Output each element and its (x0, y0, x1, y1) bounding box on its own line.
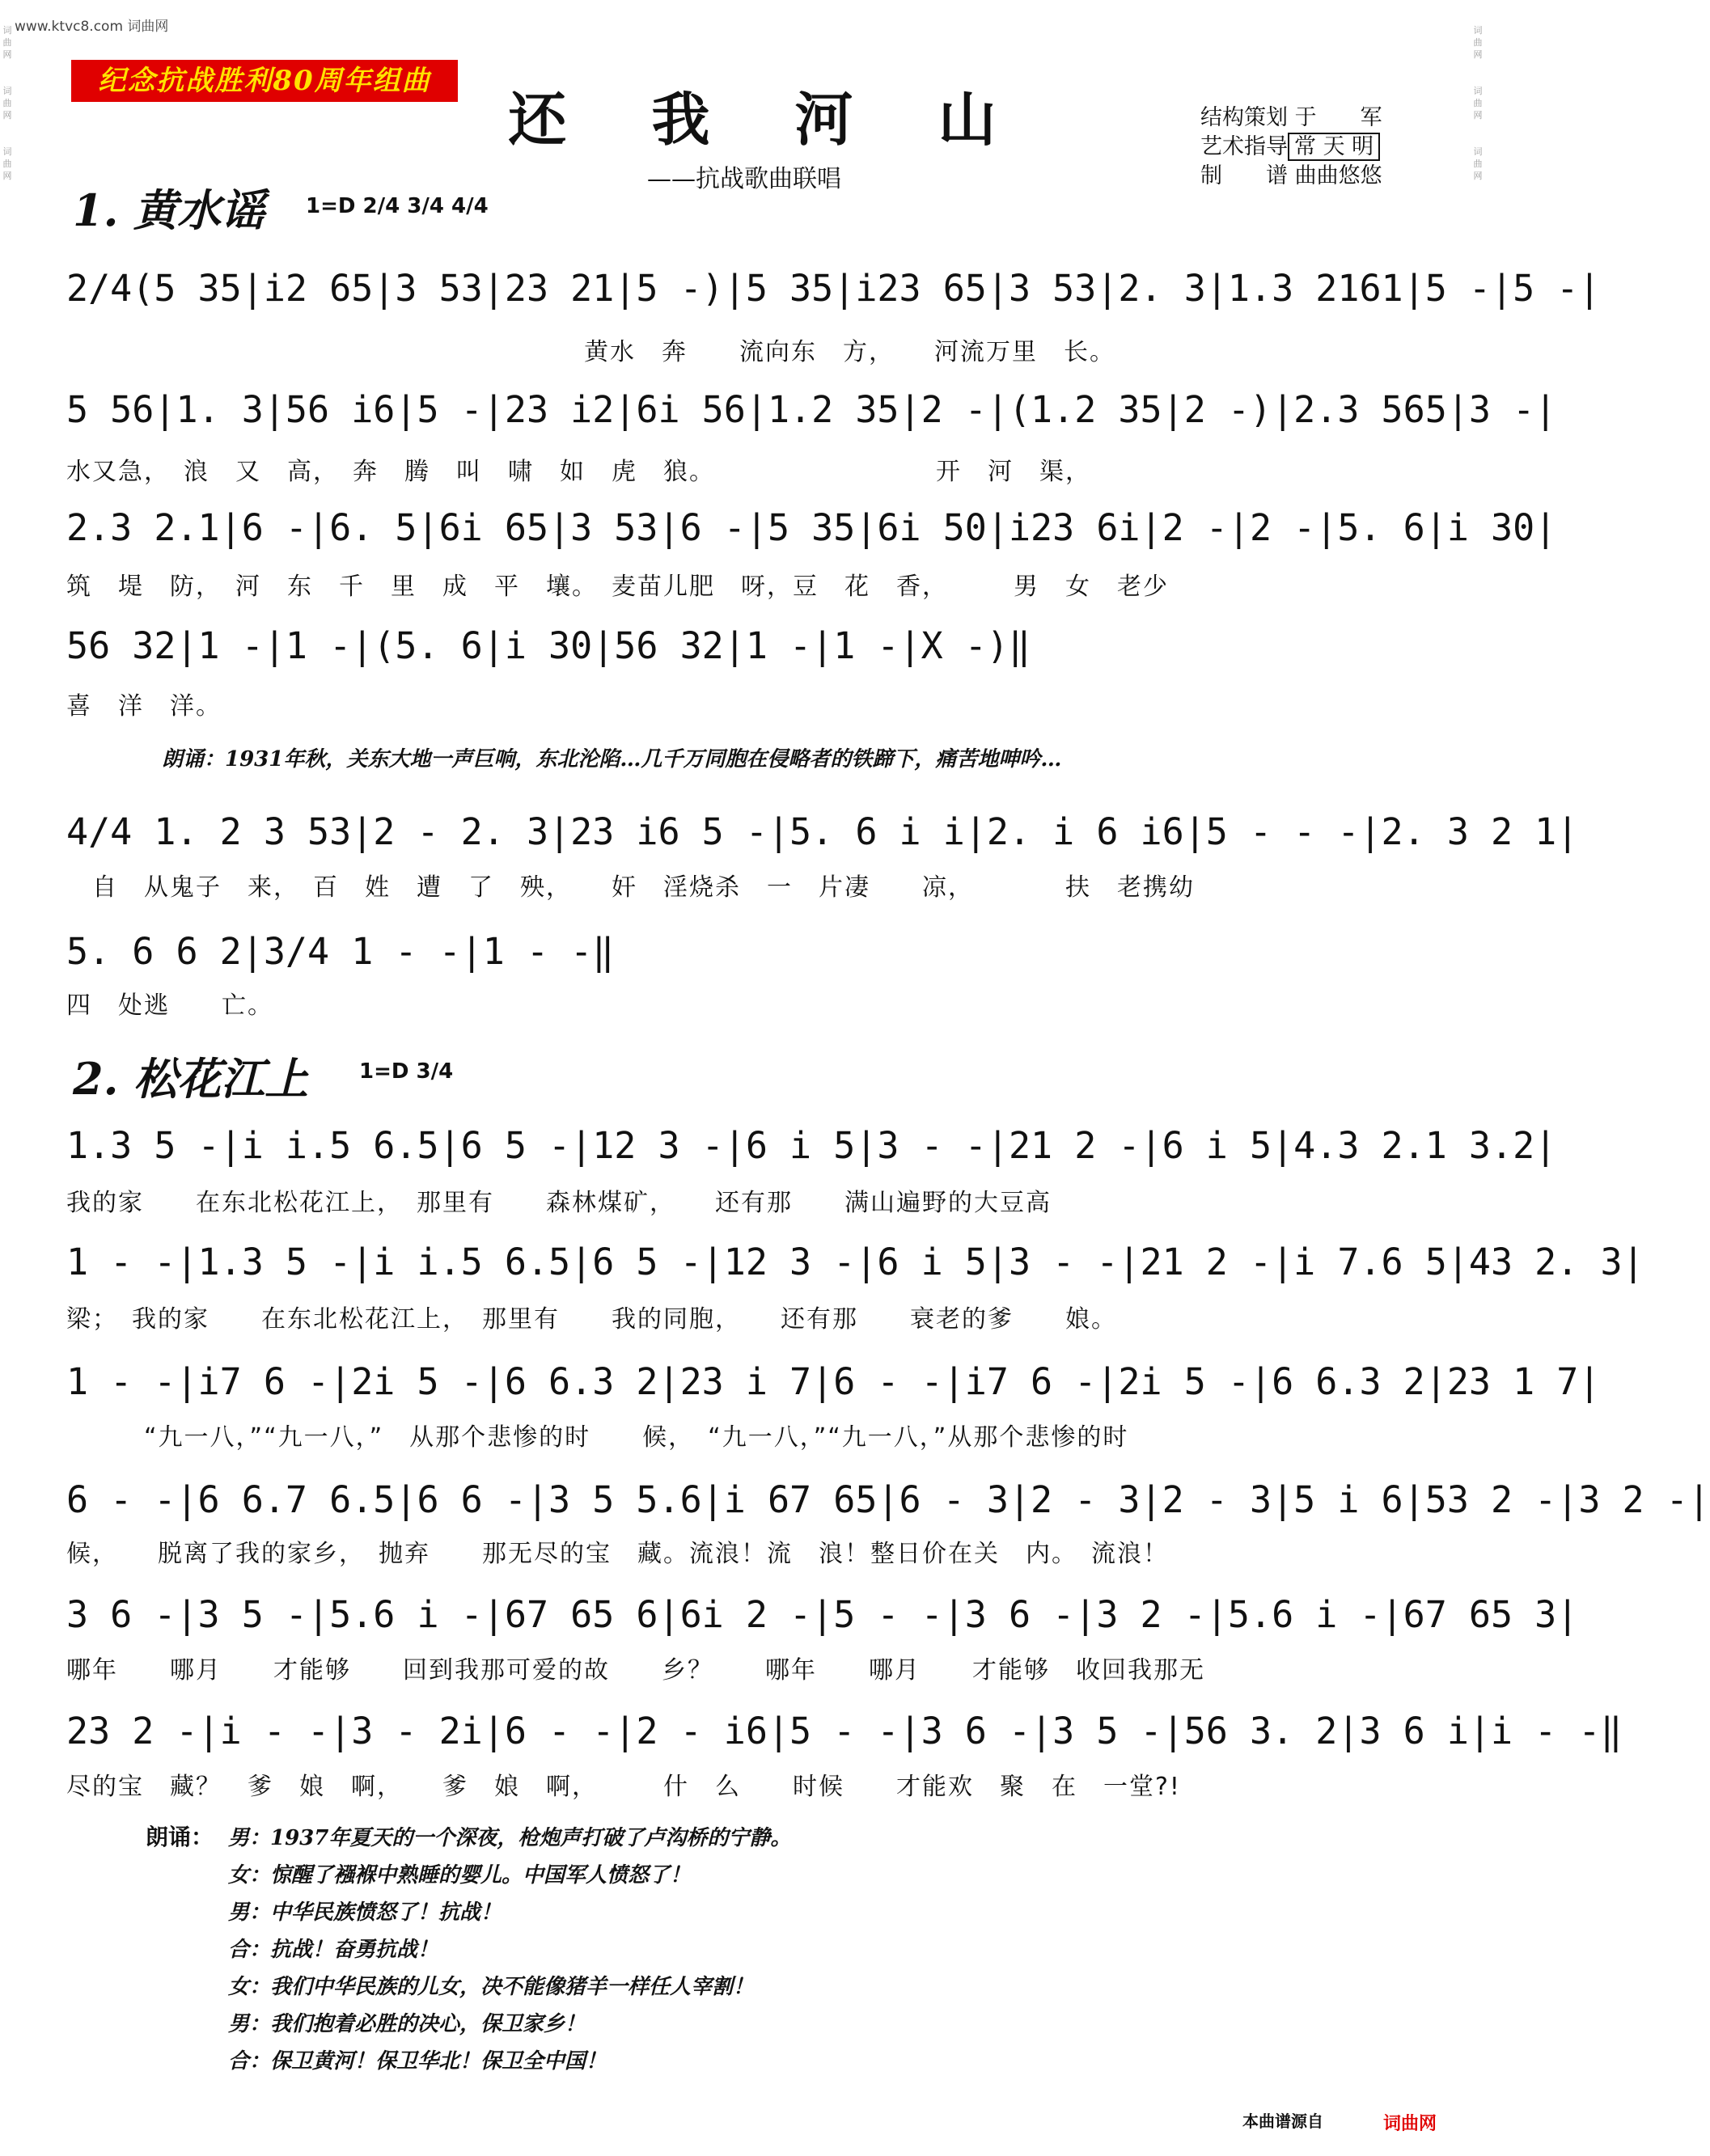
song-2-recital-line: 女：惊醒了襁褓中熟睡的婴儿。中国军人愤怒了！ (228, 1863, 692, 1888)
page-title: 还 我 河 山 (508, 85, 1029, 154)
credit-row: 制 谱 曲曲悠悠 (1200, 163, 1382, 188)
side-watermark-left: 词 曲 网 词 曲 网 词 曲 网 (2, 25, 12, 181)
song-2-recital-line: 男：中华民族愤怒了！抗战！ (228, 1900, 502, 1925)
credits (1200, 104, 1382, 191)
song-2-recital-label: 朗诵： (146, 1824, 214, 1850)
song-1-lyric-line: 四 处逃 亡。 (66, 991, 273, 1020)
song-1-notation-line: 56 32|1 -|1 -|(5. 6|i 30|56 32|1 -|1 -|X -)‖ (66, 624, 1031, 667)
song-2-notation-line: 1.3 5 -|i i.5 6.5|6 5 -|12 3 -|6 i 5|3 - -|21 2 -|6 i 5|4.3 2.1 3.2| (66, 1124, 1557, 1167)
song-2-recital-line: 男：1937年夏天的一个深夜，枪炮声打破了卢沟桥的宁静。 (228, 1826, 792, 1850)
credit-row: 结构策划 于 军 (1200, 105, 1382, 130)
song-1-notation-line: 2.3 2.1|6 -|6. 5|6i 65|3 53|6 -|5 35|6i 50|i23 6i|2 -|2 -|5. 6|i 30| (66, 506, 1557, 549)
song-2-key: 1=D 3/4 (359, 1059, 454, 1084)
song-2-heading: 2. 松花江上 (73, 1053, 309, 1105)
side-watermark-right: 词 曲 网 词 曲 网 词 曲 网 (1473, 25, 1483, 181)
song-2-notation-line: 6 - -|6 6.7 6.5|6 6 -|3 5 5.6|i 67 65|6 - 3|2 - 3|2 - 3|5 i 6|53 2 -|3 2 -| (66, 1478, 1710, 1521)
song-2-lyric-line: 梁； 我的家 在东北松花江上， 那里有 我的同胞， 还有那 衰老的爹 娘。 (66, 1305, 1117, 1334)
footer-source-text: 本曲谱源自 (1242, 2112, 1323, 2131)
song-2-recital-line: 男：我们抱着必胜的决心，保卫家乡！ (228, 2012, 586, 2036)
song-1-recital: 朗诵：1931年秋，关东大地一声巨响，东北沦陷…几千万同胞在侵略者的铁蹄下，痛苦地呻吟… (162, 747, 1062, 772)
song-2-recital-line: 女：我们中华民族的儿女，决不能像猪羊一样任人宰割！ (228, 1975, 755, 1999)
footer-site-logo[interactable]: 词曲网 (1382, 2114, 1437, 2134)
song-2-lyric-line: 尽的宝 藏？ 爹 娘 啊， 爹 娘 啊， 什 么 时候 才能欢 聚 在 一堂?! (66, 1773, 1181, 1801)
song-1-notation-line: 4/4 1. 2 3 53|2 - 2. 3|23 i6 5 -|5. 6 i i|2. i 6 i6|5 - - -|2. 3 2 1| (66, 810, 1579, 853)
song-2-notation-line: 1 - -|1.3 5 -|i i.5 6.5|6 5 -|12 3 -|6 i 5|3 - -|21 2 -|i 7.6 5|43 2. 3| (66, 1241, 1644, 1283)
song-1-notation-line: 5 56|1. 3|56 i6|5 -|23 i2|6i 56|1.2 35|2 -|(1.2 35|2 -)|2.3 565|3 -| (66, 388, 1557, 431)
song-1-lyric-line: 自 从鬼子 来， 百 姓 遭 了 殃， 奸 淫烧杀 一 片凄 凉， 扶 老携幼 (66, 873, 1195, 902)
site-watermark: www.ktvc8.com 词曲网 (15, 19, 169, 35)
page-subtitle: ——抗战歌曲联唱 (647, 165, 841, 193)
song-2-lyric-line: “九一八，”“九一八，” 从那个悲惨的时 候， “九一八，”“九一八，”从那个悲惨的时 (66, 1423, 1129, 1452)
credit-row: 艺术指导 常 天 明 (1200, 133, 1382, 162)
song-1-lyric-line: 黄水 奔 流向东 方， 河流万里 长。 (66, 338, 1115, 366)
song-2-lyric-line: 我的家 在东北松花江上， 那里有 森林煤矿， 还有那 满山遍野的大豆高 (66, 1189, 1052, 1217)
song-1-heading: 1. 黄水谣 (73, 184, 265, 236)
song-2-notation-line: 3 6 -|3 5 -|5.6 i -|67 65 6|6i 2 -|5 - -|3 6 -|3 2 -|5.6 i -|67 65 3| (66, 1593, 1579, 1636)
song-1-notation-line: 5. 6 6 2|3/4 1 - -|1 - -‖ (66, 930, 615, 973)
song-1-notation-line: 2/4(5 35|i2 65|3 53|23 21|5 -)|5 35|i23 65|3 53|2. 3|1.3 2161|5 -|5 -| (66, 267, 1601, 310)
song-2-notation-line: 23 2 -|i - -|3 - 2i|6 - -|2 - i6|5 - -|3 6 -|3 5 -|56 3. 2|3 6 i|i - -‖ (66, 1710, 1623, 1752)
song-1-lyric-line: 筑 堤 防， 河 东 千 里 成 平 壤。 麦苗儿肥 呀，豆 花 香， 男 女 老少 (66, 573, 1169, 601)
song-1-lyric-line: 水又急， 浪 又 高， 奔 腾 叫 啸 如 虎 狼。 开 河 渠， (66, 458, 1091, 486)
song-1-key: 1=D 2/4 3/4 4/4 (306, 194, 489, 218)
song-2-lyric-line: 哪年 哪月 才能够 回到我那可爱的故 乡？ 哪年 哪月 才能够 收回我那无 (66, 1656, 1205, 1685)
song-1-lyric-line: 喜 洋 洋。 (66, 692, 222, 721)
song-2-lyric-line: 候， 脱离了我的家乡， 抛弃 那无尽的宝 藏。流浪！流 浪！整日价在关 内。 流浪！ (66, 1540, 1169, 1568)
song-2-recital-line: 合：抗战！奋勇抗战！ (228, 1938, 439, 1962)
banner: 纪念抗战胜利80周年组曲 (71, 60, 458, 102)
song-2-notation-line: 1 - -|i7 6 -|2i 5 -|6 6.3 2|23 i 7|6 - -|i7 6 -|2i 5 -|6 6.3 2|23 1 7| (66, 1360, 1601, 1403)
song-2-recital-line: 合：保卫黄河！保卫华北！保卫全中国！ (228, 2049, 607, 2074)
